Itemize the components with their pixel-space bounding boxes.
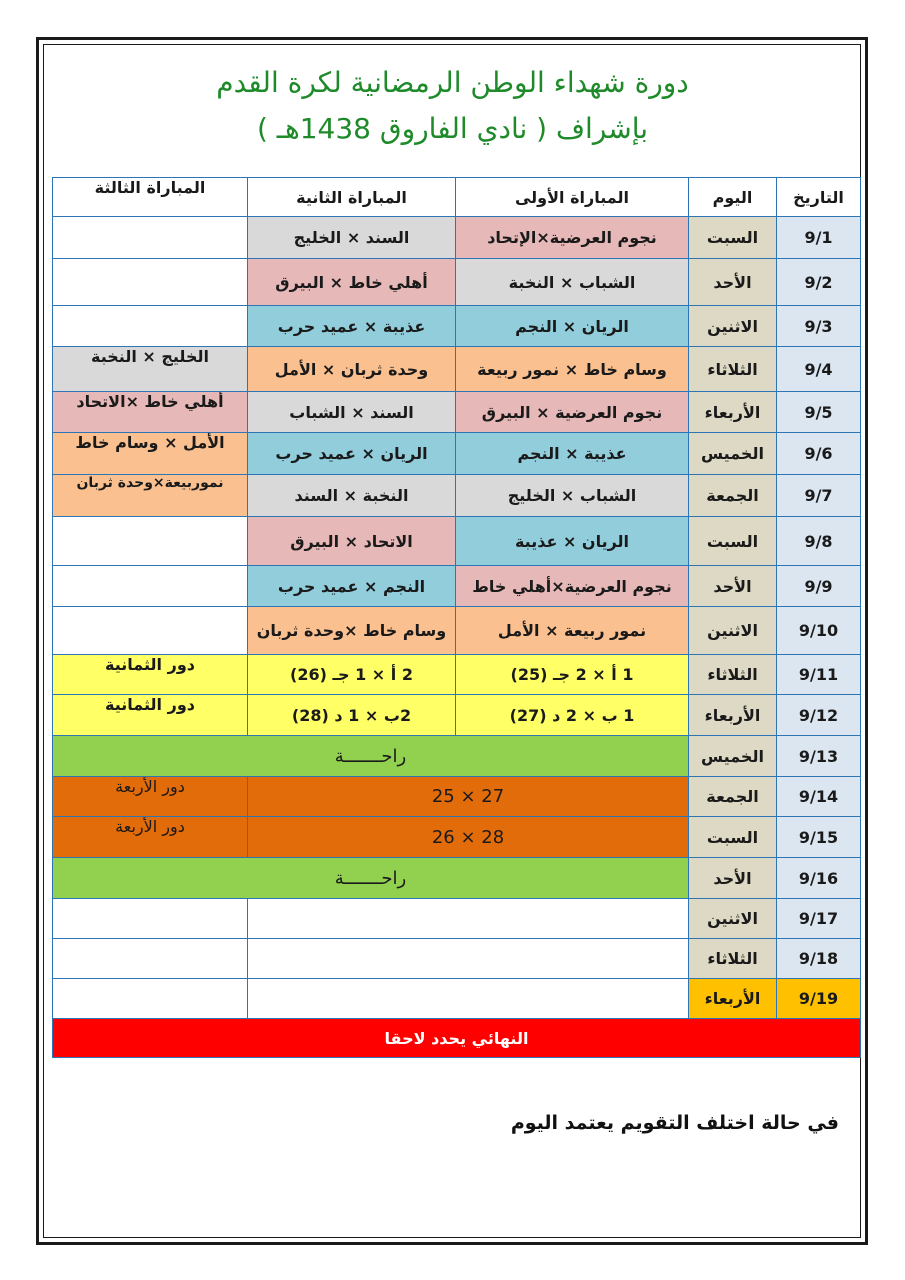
date-cell: 9/4	[777, 347, 861, 392]
match1-cell: عذيبة × النجم	[456, 433, 689, 475]
match2-cell: 2 أ × 1 جـ (26)	[248, 655, 456, 695]
match-cell	[248, 939, 689, 979]
table-row	[53, 517, 861, 566]
day-cell: الأربعاء	[689, 979, 777, 1019]
match3-cell: الأمل × وسام خاط	[53, 433, 248, 475]
day-cell: الاثنين	[689, 899, 777, 939]
table-row	[53, 979, 861, 1019]
page-title: دورة شهداء الوطن الرمضانية لكرة القدم	[216, 66, 689, 99]
rest-day-cell: راحـــــــة	[53, 858, 689, 899]
table-row	[53, 475, 861, 517]
date-cell: 9/1	[777, 217, 861, 259]
day-cell: الاثنين	[689, 607, 777, 655]
match2-cell: النخبة × السند	[248, 475, 456, 517]
semifinal-cell: 25 × 27	[248, 777, 689, 817]
match1-cell: نجوم العرضية × البيرق	[456, 392, 689, 433]
header-match3: المباراة الثالثة	[53, 178, 248, 217]
date-cell: 9/6	[777, 433, 861, 475]
match1-cell: الشباب × الخليج	[456, 475, 689, 517]
date-cell: 9/8	[777, 517, 861, 566]
date-cell: 9/11	[777, 655, 861, 695]
match3-cell: دور الأربعة	[53, 817, 248, 858]
date-cell: 9/7	[777, 475, 861, 517]
match1-cell: نجوم العرضية×أهلي خاط	[456, 566, 689, 607]
match2-cell: الريان × عميد حرب	[248, 433, 456, 475]
calendar-note: في حالة اختلف التقويم يعتمد اليوم	[510, 1112, 839, 1134]
day-cell: الخميس	[689, 433, 777, 475]
table-row	[53, 566, 861, 607]
match3-cell: دور الثمانية	[53, 695, 248, 736]
table-row	[53, 306, 861, 347]
date-cell: 9/5	[777, 392, 861, 433]
table-row	[53, 607, 861, 655]
table-row	[53, 939, 861, 979]
match3-cell: دور الثمانية	[53, 655, 248, 695]
day-cell: الأربعاء	[689, 392, 777, 433]
table-row	[53, 858, 861, 899]
page-subtitle: بإشراف ( نادي الفاروق 1438هـ )	[256, 112, 649, 145]
match2-cell: النجم × عميد حرب	[248, 566, 456, 607]
table-row	[53, 695, 861, 736]
match2-cell: أهلي خاط × البيرق	[248, 259, 456, 306]
table-row	[53, 347, 861, 392]
match-cell	[248, 899, 689, 939]
match3-cell	[53, 979, 248, 1019]
match1-cell: وسام خاط × نمور ربيعة	[456, 347, 689, 392]
match1-cell: 1 أ × 2 جـ (25)	[456, 655, 689, 695]
semifinal-cell: 26 × 28	[248, 817, 689, 858]
match3-cell	[53, 306, 248, 347]
match2-cell: السند × الشباب	[248, 392, 456, 433]
match3-cell	[53, 899, 248, 939]
date-cell: 9/9	[777, 566, 861, 607]
day-cell: السبت	[689, 517, 777, 566]
day-cell: الثلاثاء	[689, 347, 777, 392]
match2-cell: السند × الخليج	[248, 217, 456, 259]
header-match2: المباراة الثانية	[248, 178, 456, 217]
table-row	[53, 655, 861, 695]
header-day: اليوم	[689, 178, 777, 217]
match2-cell: وسام خاط ×وحدة ثربان	[248, 607, 456, 655]
date-cell: 9/13	[777, 736, 861, 777]
day-cell: السبت	[689, 817, 777, 858]
match3-cell	[53, 217, 248, 259]
table-row	[53, 899, 861, 939]
day-cell: الجمعة	[689, 777, 777, 817]
match3-cell	[53, 939, 248, 979]
match1-cell: الريان × النجم	[456, 306, 689, 347]
match3-cell	[53, 607, 248, 655]
rest-day-cell: راحـــــــة	[53, 736, 689, 777]
date-cell: 9/16	[777, 858, 861, 899]
match3-cell: نموربيعة×وحدة ثربان	[53, 475, 248, 517]
date-cell: 9/2	[777, 259, 861, 306]
table-row	[53, 777, 861, 817]
table-row	[53, 817, 861, 858]
date-cell: 9/19	[777, 979, 861, 1019]
match1-cell: نجوم العرضية×الإتحاد	[456, 217, 689, 259]
match3-cell	[53, 259, 248, 306]
match2-cell: وحدة ثربان × الأمل	[248, 347, 456, 392]
final-row	[53, 1019, 861, 1058]
date-cell: 9/12	[777, 695, 861, 736]
match2-cell: 2ب × 1 د (28)	[248, 695, 456, 736]
match-cell	[248, 979, 689, 1019]
match3-cell: أهلي خاط ×الاتحاد	[53, 392, 248, 433]
day-cell: الأحد	[689, 858, 777, 899]
day-cell: الأحد	[689, 566, 777, 607]
table-row	[53, 217, 861, 259]
table-row	[53, 259, 861, 306]
match1-cell: الريان × عذيبة	[456, 517, 689, 566]
day-cell: الخميس	[689, 736, 777, 777]
table-row	[53, 736, 861, 777]
match2-cell: الاتحاد × البيرق	[248, 517, 456, 566]
day-cell: الاثنين	[689, 306, 777, 347]
day-cell: الجمعة	[689, 475, 777, 517]
match2-cell: عذيبة × عميد حرب	[248, 306, 456, 347]
match3-cell: الخليج × النخبة	[53, 347, 248, 392]
date-cell: 9/3	[777, 306, 861, 347]
date-cell: 9/10	[777, 607, 861, 655]
table-row	[53, 433, 861, 475]
date-cell: 9/18	[777, 939, 861, 979]
day-cell: السبت	[689, 217, 777, 259]
table-header-row	[53, 178, 861, 217]
date-cell: 9/14	[777, 777, 861, 817]
day-cell: الأربعاء	[689, 695, 777, 736]
match1-cell: الشباب × النخبة	[456, 259, 689, 306]
header-date: التاريخ	[777, 178, 861, 217]
day-cell: الثلاثاء	[689, 655, 777, 695]
date-cell: 9/17	[777, 899, 861, 939]
match3-cell	[53, 517, 248, 566]
final-cell: النهائي يحدد لاحقا	[53, 1019, 861, 1058]
header-match1: المباراة الأولى	[456, 178, 689, 217]
day-cell: الثلاثاء	[689, 939, 777, 979]
schedule-table	[52, 177, 861, 1058]
match1-cell: 1 ب × 2 د (27)	[456, 695, 689, 736]
match3-cell	[53, 566, 248, 607]
date-cell: 9/15	[777, 817, 861, 858]
match1-cell: نمور ربيعة × الأمل	[456, 607, 689, 655]
day-cell: الأحد	[689, 259, 777, 306]
table-row	[53, 392, 861, 433]
match3-cell: دور الأربعة	[53, 777, 248, 817]
